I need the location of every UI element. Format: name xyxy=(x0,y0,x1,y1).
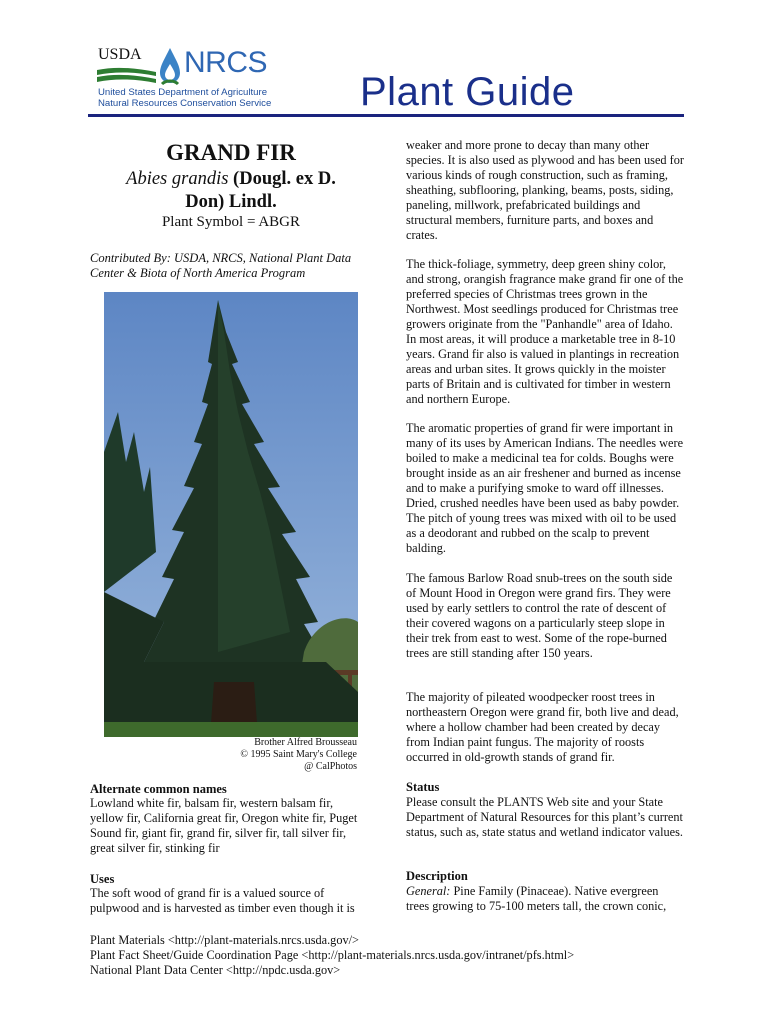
alternate-names-text: Lowland white fir, balsam fir, western balsam fir, yellow fir, California great fir, Oregon white fir, Puget Sound fir, giant fir, grand fir, silver fir, tall silver fir, great silver fir, stinking fir xyxy=(90,796,358,855)
uses-paragraph-5: The majority of pileated woodpecker roost trees in northeastern Oregon were grand fir, both live and dead, where a hollow chamber had been created by decay from Indian paint fungus. The majority of roosts occurred in old-growth stands of grand fir. xyxy=(406,690,679,764)
caption-source: @ CalPhotos xyxy=(304,761,357,772)
status-heading: Status xyxy=(406,780,440,794)
uses-text: The soft wood of grand fir is a valued source of pulpwood and is harvested as timber even though it is xyxy=(90,886,355,915)
uses-heading: Uses xyxy=(90,872,115,886)
grand-fir-photo xyxy=(104,292,358,737)
caption-copyright: © 1995 Saint Mary's College xyxy=(240,749,357,760)
description-general-text: Pine Family (Pinaceae). Native evergreen trees growing to 75-100 meters tall, the crown conic, xyxy=(406,884,667,913)
status-text: Please consult the PLANTS Web site and your State Department of Natural Resources for this plant’s current status, such as, state status and wetland indicator values. xyxy=(406,795,683,839)
page-title: Plant Guide xyxy=(360,70,575,114)
logo-usda-text: USDA xyxy=(98,46,142,63)
caption-photographer: Brother Alfred Brousseau xyxy=(254,737,357,748)
logo-agency-line2: Natural Resources Conservation Service xyxy=(98,98,272,109)
photo-caption xyxy=(200,737,357,773)
description-text xyxy=(406,884,684,914)
header-divider xyxy=(88,114,684,117)
scientific-name xyxy=(90,168,372,214)
uses-paragraph-1: weaker and more prone to decay than many other species. It is also used as plywood and has been used for various kinds of rough construction, such as framing, sheathing, subflooring, planking, beams, posts, siding, paneling, millwork, prefabricated buildings and structural members, furniture parts, and boxes and crates. xyxy=(406,138,684,242)
scientific-name-author-a: (Dougl. ex D. xyxy=(228,169,336,189)
footer-coordination-page-link[interactable]: Plant Fact Sheet/Guide Coordination Page <http://plant-materials.nrcs.usda.gov/intranet/pfs.html> xyxy=(90,948,575,962)
uses-paragraph-4: The famous Barlow Road snub-trees on the south side of Mount Hood in Oregon were grand firs. They were used by early settlers to control the rate of descent of their covered wagons on a particularly steep slope in their trek from east to west. Some of the rope-burned trees are still standing after 150 years. xyxy=(406,571,673,660)
usda-swoosh-icon xyxy=(96,66,158,84)
plant-symbol: Plant Symbol = ABGR xyxy=(161,214,301,230)
alternate-names-heading: Alternate common names xyxy=(90,782,227,796)
footer-plant-materials-link[interactable]: Plant Materials <http://plant-materials.nrcs.usda.gov/> xyxy=(90,933,359,947)
usda-nrcs-logo xyxy=(96,44,272,112)
uses-paragraph-3: The aromatic properties of grand fir were important in many of its uses by American Indians. The needles were boiled to make a medicinal tea for colds. Boughs were brought inside as an air freshener and burned as incense and to make a purifying smoke to ward off illnesses. Dried, crushed needles have been used as baby powder. The pitch of young trees was mixed with oil to be used as a deodorant and rubbed on the scalp to prevent balding. xyxy=(406,421,684,555)
logo-nrcs-text: NRCS xyxy=(184,46,268,79)
footer-links xyxy=(90,933,690,978)
uses-paragraph-2: The thick-foliage, symmetry, deep green shiny color, and strong, orangish fragrance make grand fir one of the preferred species of Christmas trees grown in the Northwest. Most seedlings produced for Christmas tree growers originate from the "Panhandle" area of Idaho. In most areas, it will produce a marketable tree in 8-10 years. Grand fir also is valued in plantings in recreation areas and urban sites. It grows quickly in the moister parts of Britain and is cultivated for timber in western and northern Europe. xyxy=(406,257,684,406)
description-heading: Description xyxy=(406,869,468,883)
common-name: GRAND FIR xyxy=(166,140,296,165)
contributed-by: Contributed By: USDA, NRCS, National Plant Data Center & Biota of North America Program xyxy=(90,251,352,281)
scientific-name-author-b: Don) Lindl. xyxy=(185,192,277,212)
water-drop-icon xyxy=(158,46,182,86)
scientific-name-binomial: Abies grandis xyxy=(126,169,229,189)
description-general-label: General: xyxy=(406,884,451,898)
logo-agency-line1: United States Department of Agriculture xyxy=(98,87,268,98)
footer-npdc-link[interactable]: National Plant Data Center <http://npdc.usda.gov> xyxy=(90,963,341,977)
